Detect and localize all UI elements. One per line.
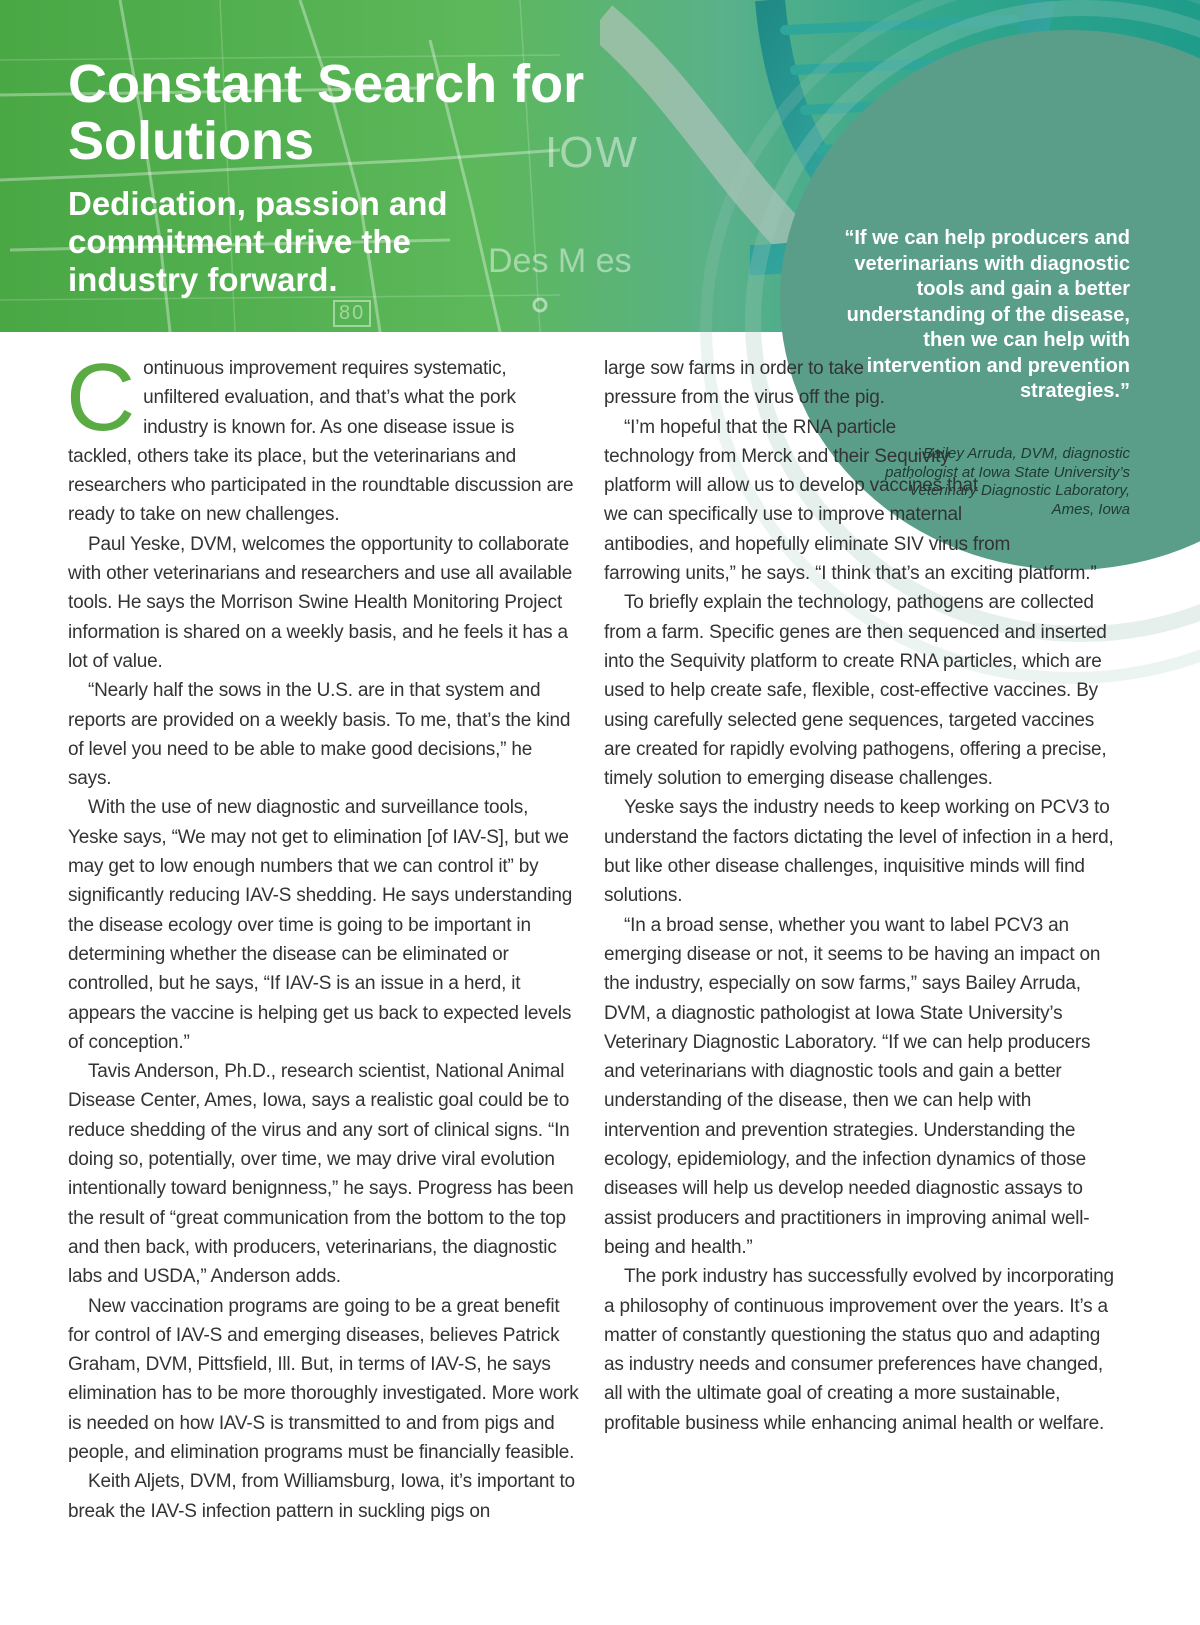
- article-paragraph: New vaccination programs are going to be a great benefit for control of IAV-S and emerging diseases, believes Patrick Graham, DVM, Pittsfield, Ill. But, in terms of IAV-S, he says elimination has to be more thoroughly investigated. More work is needed on how IAV-S is transmitted to and from pigs and people, and elimination programs must be financially feasible.: [68, 1295, 579, 1463]
- article-column-left: [66, 344, 580, 1526]
- pull-quote-attribution: - Bailey Arruda, DVM, diagnostic pathologist at Iowa State University’s Veterinary Diagnostic Laboratory, Ames, Iowa: [885, 445, 1130, 518]
- article-paragraph: “Nearly half the sows in the U.S. are in that system and reports are provided on a weekly basis. To me, that’s the kind of level you need to be able to make good decisions,” he says.: [68, 680, 571, 790]
- article-paragraph: “In a broad sense, whether you want to label PCV3 an emerging disease or not, it seems to be having an impact on the industry, especially on sow farms,” says Bailey Arruda, DVM, a diagnostic pathologist at Iowa State University’s Veterinary Diagnostic Laboratory. “If we can help producers and veterinarians with diagnostic tools and gain a better understanding of the disease, then we can help with intervention and prevention strategies. Understanding the ecology, epidemiology, and the infection dynamics of those diseases will help us develop needed diagnostic assays to assist producers and practitioners in improving animal well-being and health.”: [604, 914, 1101, 1258]
- map-label-state: IOW: [545, 128, 639, 177]
- article-paragraph: Continuous improvement requires systematic, unfiltered evaluation, and that’s what the pork industry is known for. As one disease issue is tackled, others take its place, but the veterinarians and researchers who participated in the roundtable discussion are ready to take on new challenges.: [66, 344, 574, 526]
- drop-cap: C: [66, 344, 136, 451]
- page-title: Constant Search for Solutions: [68, 54, 585, 171]
- article-paragraph: Paul Yeske, DVM, welcomes the opportunity to collaborate with other veterinarians and researchers and use all available tools. He says the Morrison Swine Health Monitoring Project information is shared on a weekly basis, and he feels it has a lot of value.: [68, 533, 573, 672]
- article-paragraph: “I’m hopeful that the RNA particle technology from Merck and their Sequivity platform will allow us to develop vaccines that we can specifically use to improve maternal antibodies, and hopefully eliminate SIV virus from farrowing units,” he says. “I think that’s an exciting platform.”: [604, 416, 1097, 585]
- article-paragraph: The pork industry has successfully evolved by incorporating a philosophy of continuous improvement over the years. It’s a matter of constantly questioning the status quo and adapting as industry needs and consumer preferences have changed, all with the ultimate goal of creating a more sustainable, profitable business while enhancing animal health or welfare.: [604, 1266, 1114, 1434]
- article-paragraph: Keith Aljets, DVM, from Williamsburg, Iowa, it’s important to break the IAV-S infection pattern in suckling pigs on: [68, 1471, 575, 1522]
- article-column-right: [604, 354, 1114, 1438]
- article-paragraph: With the use of new diagnostic and surveillance tools, Yeske says, “We may not get to elimination [of IAV-S], but we may get to low enough numbers that we can control it” by significantly reducing IAV-S shedding. He says understanding the disease ecology over time is going to be important in determining whether the disease can be eliminated or controlled, but he says, “If IAV-S is an issue in a herd, it appears the vaccine is helping get us back to expected levels of conception.”: [68, 797, 573, 1053]
- map-label-highway: 80: [333, 300, 371, 327]
- article-paragraph: Yeske says the industry needs to keep working on PCV3 to understand the factors dictating the level of infection in a herd, but like other disease challenges, inquisitive minds will find solutions.: [604, 797, 1114, 907]
- page-subtitle: Dedication, passion and commitment drive the industry forward.: [68, 185, 448, 298]
- article-paragraph: To briefly explain the technology, pathogens are collected from a farm. Specific genes are then sequenced and inserted into the Sequivity platform to create RNA particles, which are used to help create safe, flexible, cost-effective vaccines. By using carefully selected gene sequences, targeted vaccines are created for rapidly evolving pathogens, offering a precise, timely solution to emerging disease challenges.: [604, 592, 1107, 790]
- map-label-city: Des M es: [488, 242, 632, 280]
- article-paragraph: Tavis Anderson, Ph.D., research scientist, National Animal Disease Center, Ames, Iowa, says a realistic goal could be to reduce shedding of the virus and any sort of clinical signs. “In doing so, potentially, over time, we may drive viral evolution intentionally toward benignness,” he says. Progress has been the result of “great communication from the bottom to the top and then back, with producers, veterinarians, the diagnostic labs and USDA,” Anderson adds.: [68, 1061, 574, 1288]
- article-paragraph: large sow farms in order to take pressure from the virus off the pig.: [604, 358, 885, 409]
- pull-quote-text: “If we can help producers and veterinarians with diagnostic tools and gain a better understanding of the disease, then we can help with intervention and prevention strategies.”: [844, 227, 1130, 402]
